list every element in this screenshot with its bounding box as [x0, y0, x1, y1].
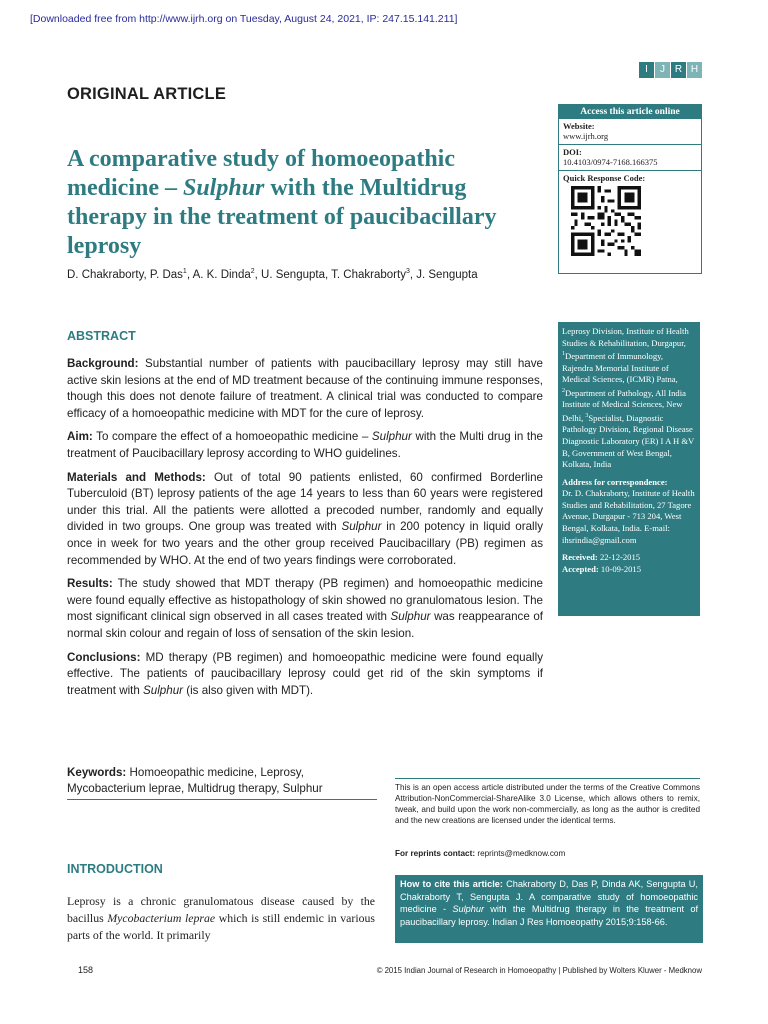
- author-name: U. Sengupta: [261, 268, 325, 281]
- author-list: D. Chakraborty, P. Das$^1$, A. K. Dinda$^2$, U. Sengupta, T. Chakraborty$^3$, J. Sengupta: [67, 268, 478, 281]
- section-italic: Sulphur: [390, 610, 431, 624]
- dates: [562, 552, 696, 575]
- author-affil-mark: 2: [250, 268, 255, 275]
- keywords-label: Keywords:: [67, 766, 127, 779]
- received-label: Received:: [562, 552, 598, 563]
- affil-mark: 3: [585, 412, 589, 419]
- section-text: in 200 potency in liquid orally once in week for two years and the other group received Paucibacillary (PB) regimen as recommended by WHO. At the end of two years findings were corroborated.: [67, 520, 543, 567]
- section-text: (is also given with MDT).: [183, 683, 314, 697]
- received-date: 22-12-2015: [599, 552, 641, 563]
- citation-italic: Sulphur: [452, 904, 485, 914]
- abstract-methods: [67, 470, 543, 570]
- title-part: A comparative study of homoeopathic medicine –: [67, 146, 455, 201]
- intro-italic: Mycobacterium leprae: [107, 911, 216, 925]
- footer-copyright: © 2015 Indian Journal of Research in Homoeopathy | Published by Wolters Kluwer - Medknow: [376, 966, 702, 975]
- introduction-heading: INTRODUCTION: [67, 862, 163, 876]
- license-notice: This is an open access article distributed under the terms of the Creative Commons Attribution-NonCommercial-ShareAlike 3.0 License, which allows others to remix, tweak, and build upon the work non-commercially, as long as the author is credited and the new creations are licensed under the identical terms.: [395, 778, 700, 826]
- qr-label: Quick Response Code:: [563, 173, 646, 183]
- journal-logo-letter: H: [687, 62, 702, 78]
- journal-logo-letter: I: [639, 62, 654, 78]
- affiliation-box: [558, 322, 700, 616]
- abstract-aim: [67, 429, 543, 462]
- section-label: Results:: [67, 577, 113, 591]
- section-text: with the Multi drug in the treatment of Paucibacillary leprosy according to WHO guidelines.: [67, 430, 543, 460]
- qr-code-icon: [571, 186, 641, 256]
- author-name: A. K. Dinda: [192, 268, 251, 281]
- section-text: Substantial number of patients with paucibacillary leprosy may still have active skin lesions at the end of MD treatment because of the continuing immune responses, though this does not denote failure of treatment. A clinical trial was conducted to compare efficacy of a homoeopathic medicine with MDT for the cure of leprosy.: [67, 357, 543, 420]
- journal-logo-letter: J: [655, 62, 670, 78]
- article-type: ORIGINAL ARTICLE: [67, 85, 227, 103]
- author-name: P. Das: [149, 268, 183, 281]
- affiliation-line: Department of Immunology, Rajendra Memorial Institute of Medical Sciences, (ICMR) Patna,: [562, 351, 678, 385]
- introduction-text: [67, 893, 375, 944]
- website-row: [559, 119, 701, 145]
- intro-text: Leprosy is a chronic granulomatous disease caused by the bacillus: [67, 894, 375, 925]
- page-number: 158: [78, 965, 94, 975]
- article-title: [67, 145, 547, 261]
- section-label: Conclusions:: [67, 650, 141, 664]
- affil-mark: 1: [562, 351, 565, 358]
- access-header: Access this article online: [559, 105, 701, 119]
- abstract-results: [67, 576, 543, 642]
- citation-label: How to cite this article:: [400, 879, 503, 889]
- reprints-email[interactable]: reprints@medknow.com: [475, 849, 566, 858]
- accepted-date: 10-09-2015: [600, 563, 642, 574]
- author-affil-mark: 3: [405, 268, 410, 275]
- section-text: MD therapy (PB regimen) and homoeopathic medicine were found equally effective. The patients of paucibacillary leprosy could get rid of the skin symptoms if treatment with: [67, 650, 543, 697]
- doi-label: DOI:: [563, 147, 582, 157]
- section-text: To compare the effect of a homoeopathic medicine –: [92, 430, 372, 444]
- section-text: Out of total 90 patients enlisted, 60 confirmed Borderline Tuberculoid (BT) leprosy patients of the age 14 years to less than 60 years were registered under this trial. All the patients were allotted a precoded number, randomly and equally divided in two groups. One group was treated with: [67, 470, 543, 534]
- citation-text: with the Multidrug therapy in the treatment of paucibacillary leprosy. Indian J Res Homoeopathy 2015;9:158-66.: [400, 904, 698, 927]
- journal-logo: [638, 62, 702, 78]
- section-italic: Sulphur: [371, 430, 412, 444]
- section-label: Materials and Methods:: [67, 470, 206, 484]
- affiliation-line: Department of Pathology, All India Institute of Medical Sciences, New Delhi,: [562, 387, 686, 423]
- section-label: Background:: [67, 357, 139, 370]
- author-name: D. Chakraborty: [67, 268, 144, 281]
- access-box: [558, 104, 702, 274]
- qr-row: [559, 171, 701, 261]
- abstract-background: [67, 356, 543, 422]
- download-notice: [Downloaded free from http://www.ijrh.org on Tuesday, August 24, 2021, IP: 247.15.141.211]: [30, 13, 458, 25]
- keywords-text: Homoeopathic medicine, Leprosy, Mycobacterium leprae, Multidrug therapy, Sulphur: [67, 766, 323, 795]
- intro-text: which is still endemic in various parts of the world. It primarily: [67, 911, 375, 942]
- affil-mark: 2: [562, 387, 565, 394]
- abstract-body: [67, 356, 543, 706]
- accepted-label: Accepted:: [562, 563, 599, 574]
- abstract-heading: ABSTRACT: [67, 329, 136, 343]
- title-part: with the Multidrug therapy in the treatment of paucibacillary leprosy: [67, 175, 497, 259]
- citation-text: Chakraborty D, Das P, Dinda AK, Sengupta U, Chakraborty T, Sengupta J. A comparative study of homoeopathic medicine -: [400, 879, 698, 914]
- website-link[interactable]: www.ijrh.org: [563, 131, 609, 141]
- affiliation-line: Leprosy Division, Institute of Health Studies & Rehabilitation, Durgapur,: [562, 326, 689, 348]
- affiliation-text: [562, 326, 696, 471]
- author-name: T. Chakraborty: [331, 268, 406, 281]
- doi-value[interactable]: 10.4103/0974-7168.166375: [563, 157, 658, 167]
- correspondence: [562, 477, 696, 547]
- section-text: was reappearance of normal skin colour and regain of loss of sensation of the skin lesion.: [67, 610, 543, 640]
- reprints-contact: [395, 849, 565, 858]
- section-italic: Sulphur: [341, 520, 382, 534]
- section-label: Aim:: [67, 430, 93, 444]
- correspondence-text: Dr. D. Chakraborty, Institute of Health Studies and Rehabilitation, 27 Tagore Avenue, Durgapur - 713 204, West Bengal, Kolkata, India. E-mail: ihsrindia@gmail.com: [562, 488, 695, 545]
- doi-row: [559, 145, 701, 171]
- abstract-conclusions: [67, 650, 543, 700]
- author-name: J. Sengupta: [416, 268, 478, 281]
- section-text: The study showed that MDT therapy (PB regimen) and homoeopathic medicine were found equally effective as histopathology of skin showed no granulomatous lesion. The most significant clinical sign observed in all cases treated with: [67, 577, 543, 624]
- correspondence-label: Address for correspondence:: [562, 476, 668, 487]
- section-italic: Sulphur: [143, 683, 184, 697]
- keywords: [67, 765, 377, 800]
- reprints-label: For reprints contact:: [395, 849, 476, 858]
- website-label: Website:: [563, 121, 595, 131]
- affiliation-line: Specialist, Diagnostic Pathology Division, Regional Disease Diagnostic Laboratory (ER) I A H &V B, Government of West Bengal, Kolkata, India: [562, 412, 695, 470]
- author-affil-mark: 1: [182, 268, 187, 275]
- title-italic: Sulphur: [182, 175, 265, 201]
- citation-box: [395, 875, 703, 943]
- journal-logo-letter: R: [671, 62, 686, 78]
